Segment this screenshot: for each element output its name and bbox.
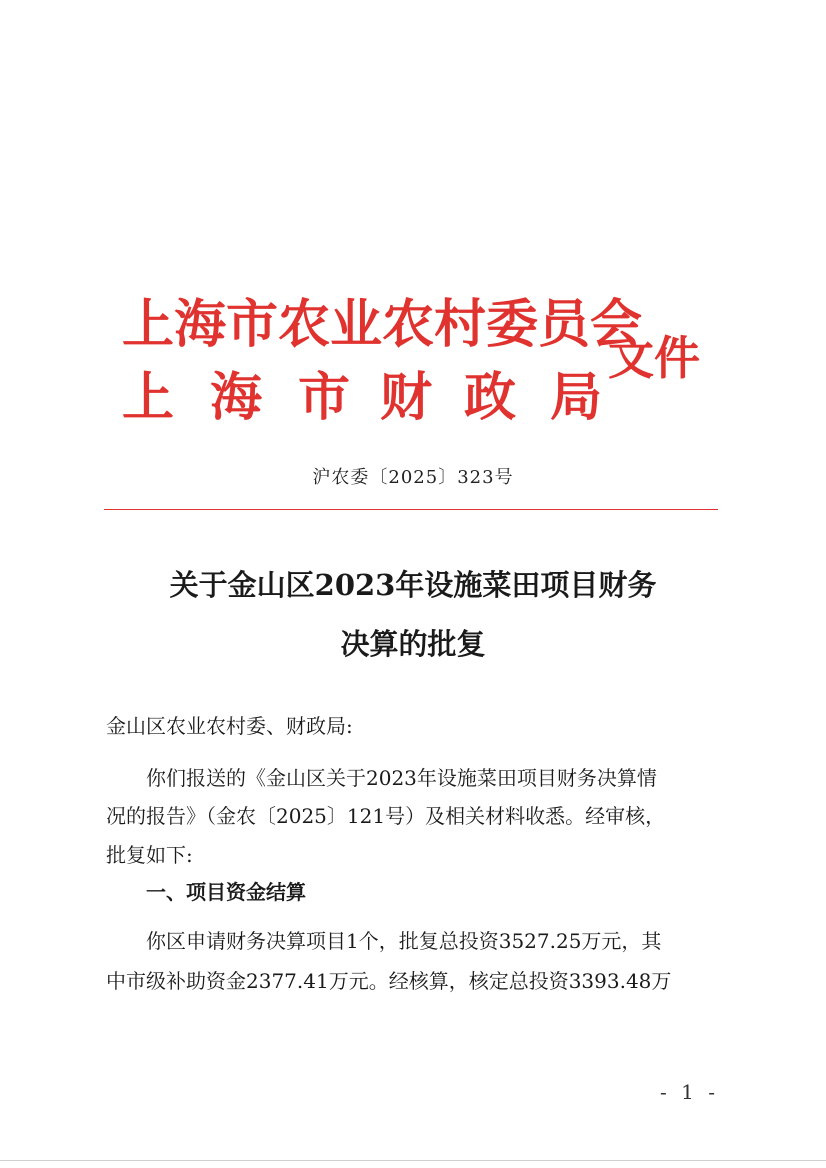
org-line-2-char: 政 bbox=[464, 367, 517, 428]
section-heading-1: 一、项目资金结算 bbox=[146, 880, 306, 904]
document-type-label: 文件 bbox=[608, 331, 700, 385]
red-separator-line bbox=[104, 509, 718, 510]
salutation: 金山区农业农村委、财政局: bbox=[106, 714, 353, 738]
org-line-2-char: 市 bbox=[298, 367, 351, 428]
document-number: 沪农委〔2025〕323号 bbox=[312, 467, 514, 488]
paragraph-1-line-2: 况的报告》（金农〔2025〕121号）及相关材料收悉。经审核， bbox=[106, 804, 666, 828]
org-line-2-char: 海 bbox=[210, 367, 263, 428]
org-line-2-char: 财 bbox=[380, 367, 433, 428]
page-bottom-edge bbox=[0, 1160, 826, 1161]
document-title-line-2: 决算的批复 bbox=[340, 627, 486, 661]
paragraph-2-line-2: 中市级补助资金2377.41万元。经核算，核定总投资3393.48万 bbox=[106, 969, 672, 993]
paragraph-2-line-1: 你区申请财务决算项目1个，批复总投资3527.25万元，其 bbox=[146, 929, 662, 953]
paragraph-1-line-3: 批复如下: bbox=[106, 843, 193, 867]
org-line-2-char: 局 bbox=[550, 367, 603, 428]
paragraph-1-line-1: 你们报送的《金山区关于2023年设施菜田项目财务决算情 bbox=[146, 766, 657, 790]
issuing-org-line-1: 上海市农业农村委员会 bbox=[122, 294, 643, 355]
page-number: - 1 - bbox=[660, 1080, 719, 1104]
org-line-2-char: 上 bbox=[122, 367, 175, 428]
document-title-line-1: 关于金山区2023年设施菜田项目财务 bbox=[169, 568, 657, 602]
